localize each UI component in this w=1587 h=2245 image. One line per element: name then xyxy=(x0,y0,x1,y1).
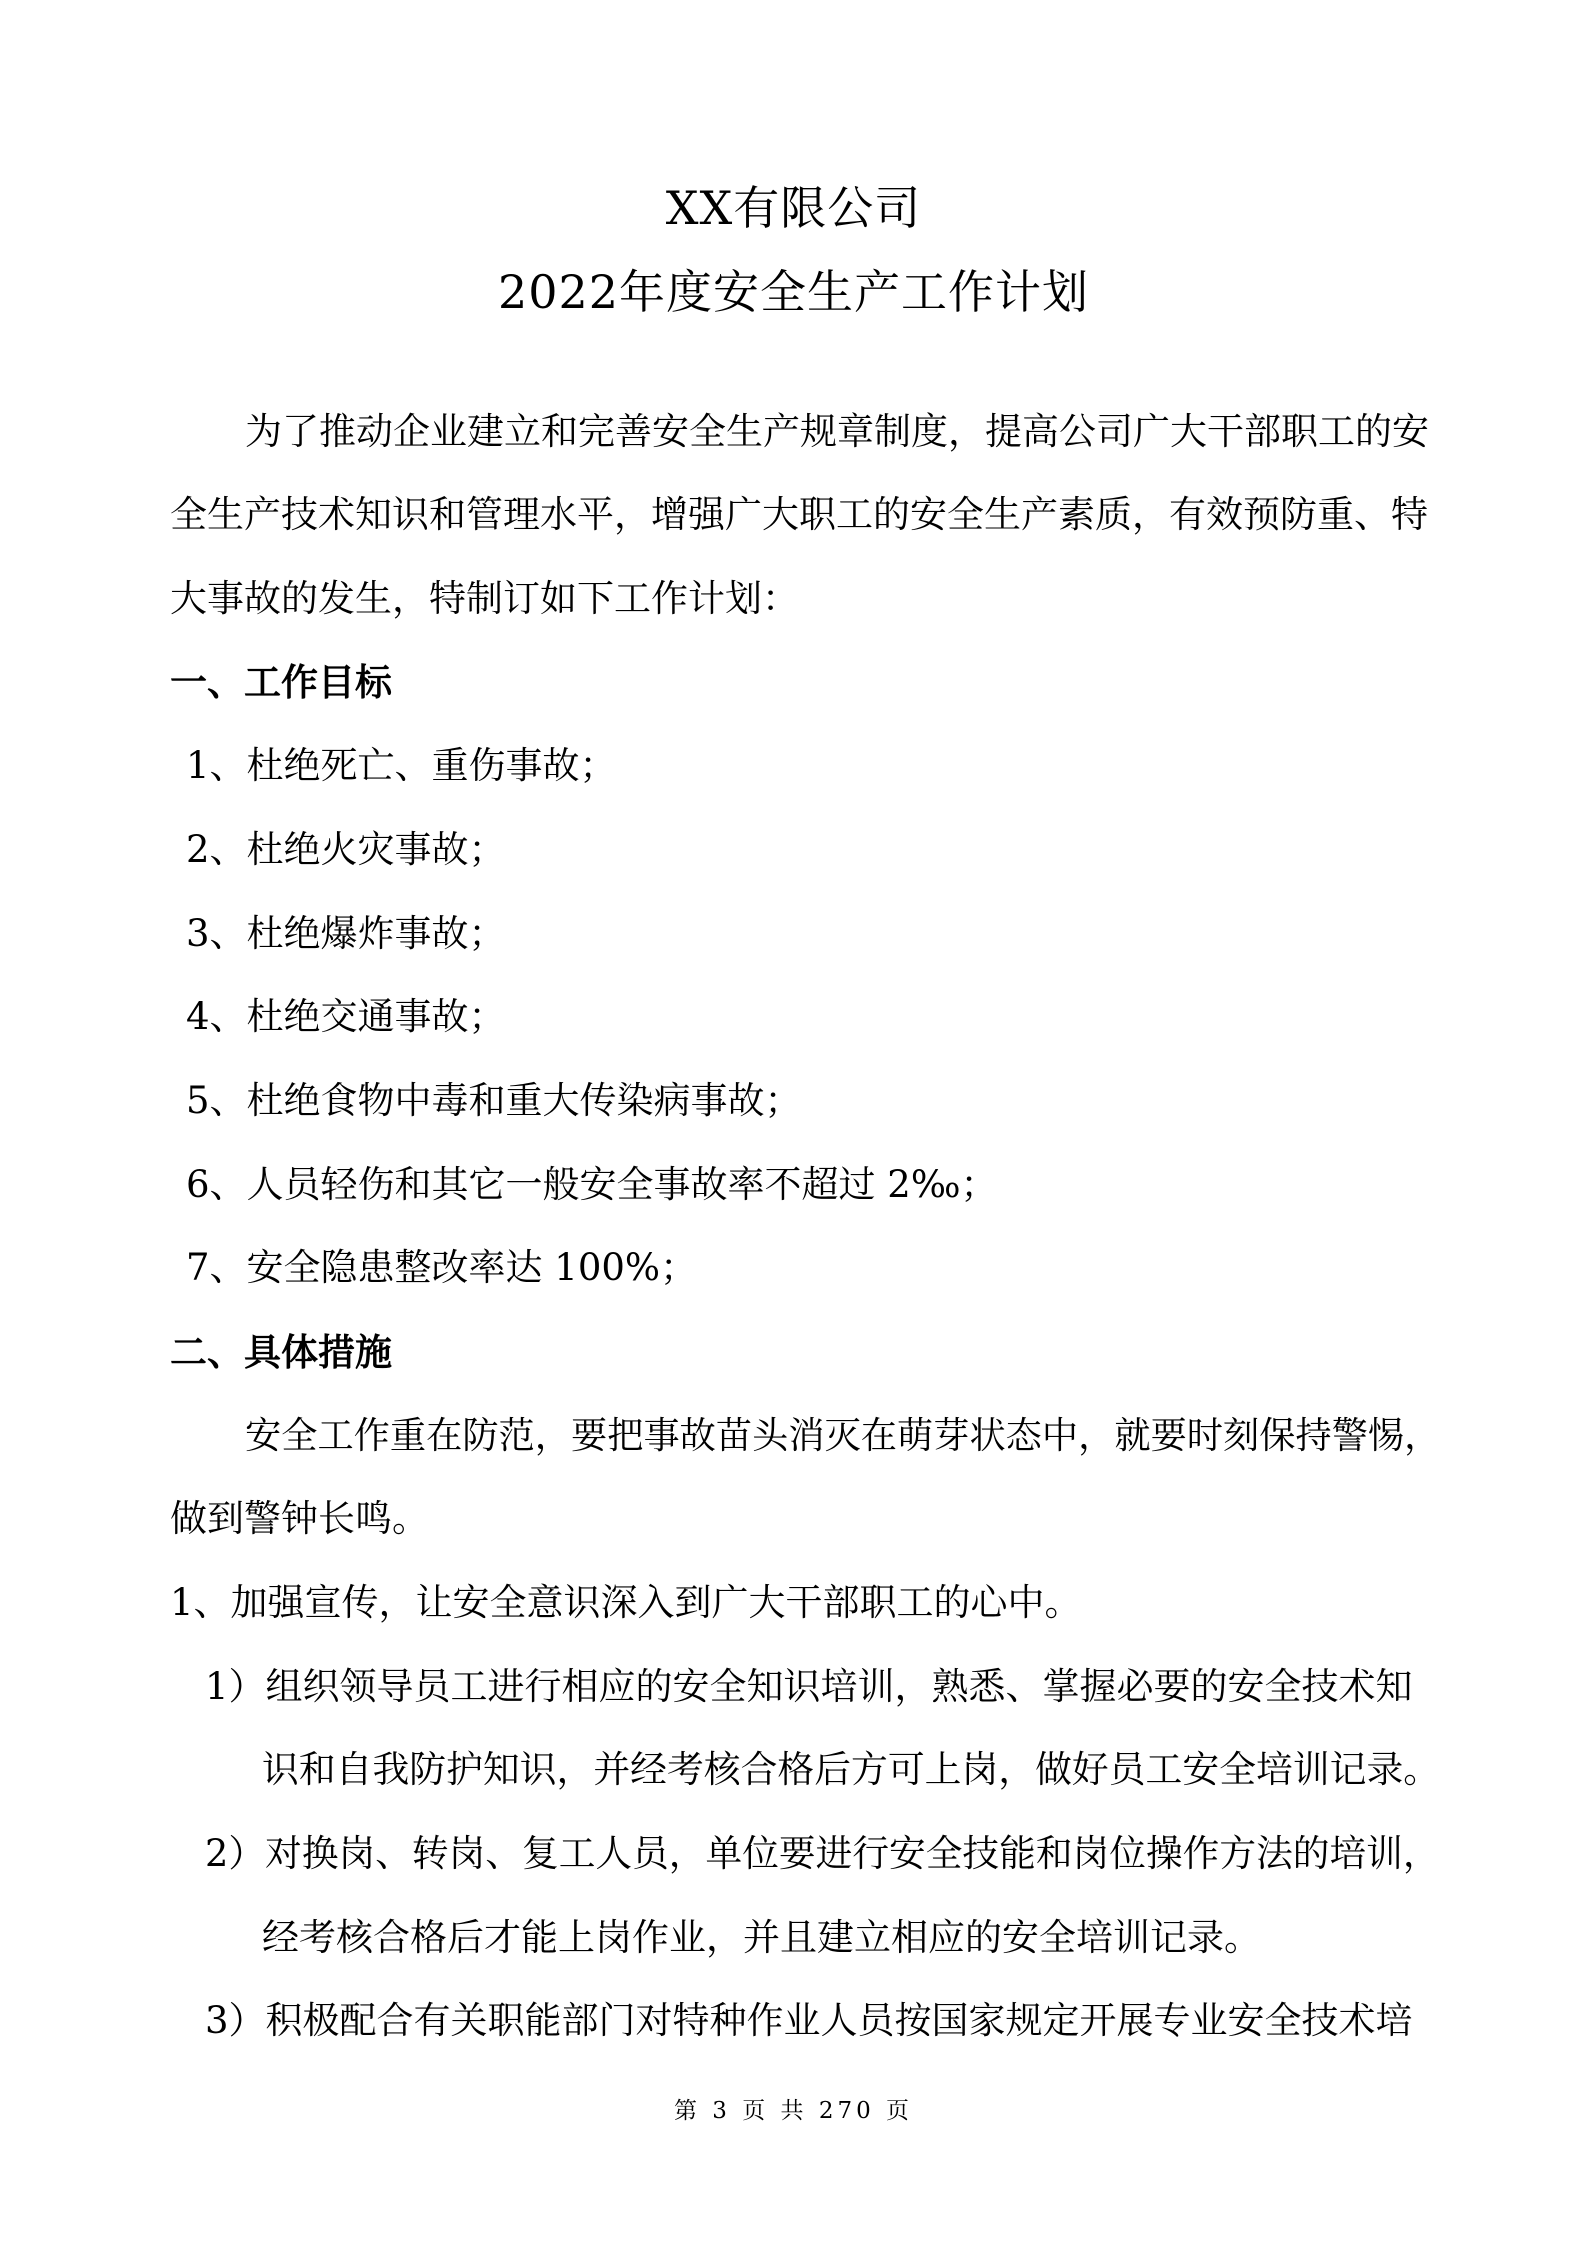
goal-item: 5、杜绝食物中毒和重大传染病事故； xyxy=(186,1079,802,1122)
section-heading-measures: 二、具体措施 xyxy=(170,1330,392,1374)
goal-item: 6、人员轻伤和其它一般安全事故率不超过 2‰； xyxy=(186,1163,998,1206)
measure-subheading: 1、加强宣传，让安全意识深入到广大干部职工的心中。 xyxy=(170,1581,1082,1624)
company-title: XX有限公司 xyxy=(665,181,922,235)
measure-point: 1）组织领导员工进行相应的安全知识培训，熟悉、掌握必要的安全技术知 xyxy=(205,1665,1413,1708)
goal-item: 4、杜绝交通事故； xyxy=(186,995,506,1038)
measures-para-line: 做到警钟长鸣。 xyxy=(170,1497,429,1540)
goal-item: 1、杜绝死亡、重伤事故； xyxy=(186,744,617,787)
section-heading-goals: 一、工作目标 xyxy=(170,660,392,704)
measure-point: 2）对换岗、转岗、复工人员，单位要进行安全技能和岗位操作方法的培训， xyxy=(205,1832,1440,1875)
goal-item: 2、杜绝火灾事故； xyxy=(186,828,506,871)
goal-item: 7、安全隐患整改率达 100%； xyxy=(186,1246,698,1289)
measure-point-cont: 识和自我防护知识，并经考核合格后方可上岗，做好员工安全培训记录。 xyxy=(262,1748,1441,1791)
measures-para-line: 安全工作重在防范，要把事故苗头消灭在萌芽状态中，就要时刻保持警惕， xyxy=(245,1414,1441,1457)
intro-line: 大事故的发生，特制订如下工作计划： xyxy=(170,577,799,620)
page-number-footer: 第 3 页 共 270 页 xyxy=(673,2098,914,2124)
intro-line: 全生产技术知识和管理水平，增强广大职工的安全生产素质，有效预防重、特 xyxy=(170,493,1428,536)
goal-item: 3、杜绝爆炸事故； xyxy=(186,912,506,955)
measure-point-cont: 经考核合格后才能上岗作业，并且建立相应的安全培训记录。 xyxy=(262,1916,1261,1959)
measure-point: 3）积极配合有关职能部门对特种作业人员按国家规定开展专业安全技术培 xyxy=(205,1999,1413,2042)
plan-title: 2022年度安全生产工作计划 xyxy=(497,265,1090,319)
intro-line: 为了推动企业建立和完善安全生产规章制度，提高公司广大干部职工的安 xyxy=(245,410,1429,453)
